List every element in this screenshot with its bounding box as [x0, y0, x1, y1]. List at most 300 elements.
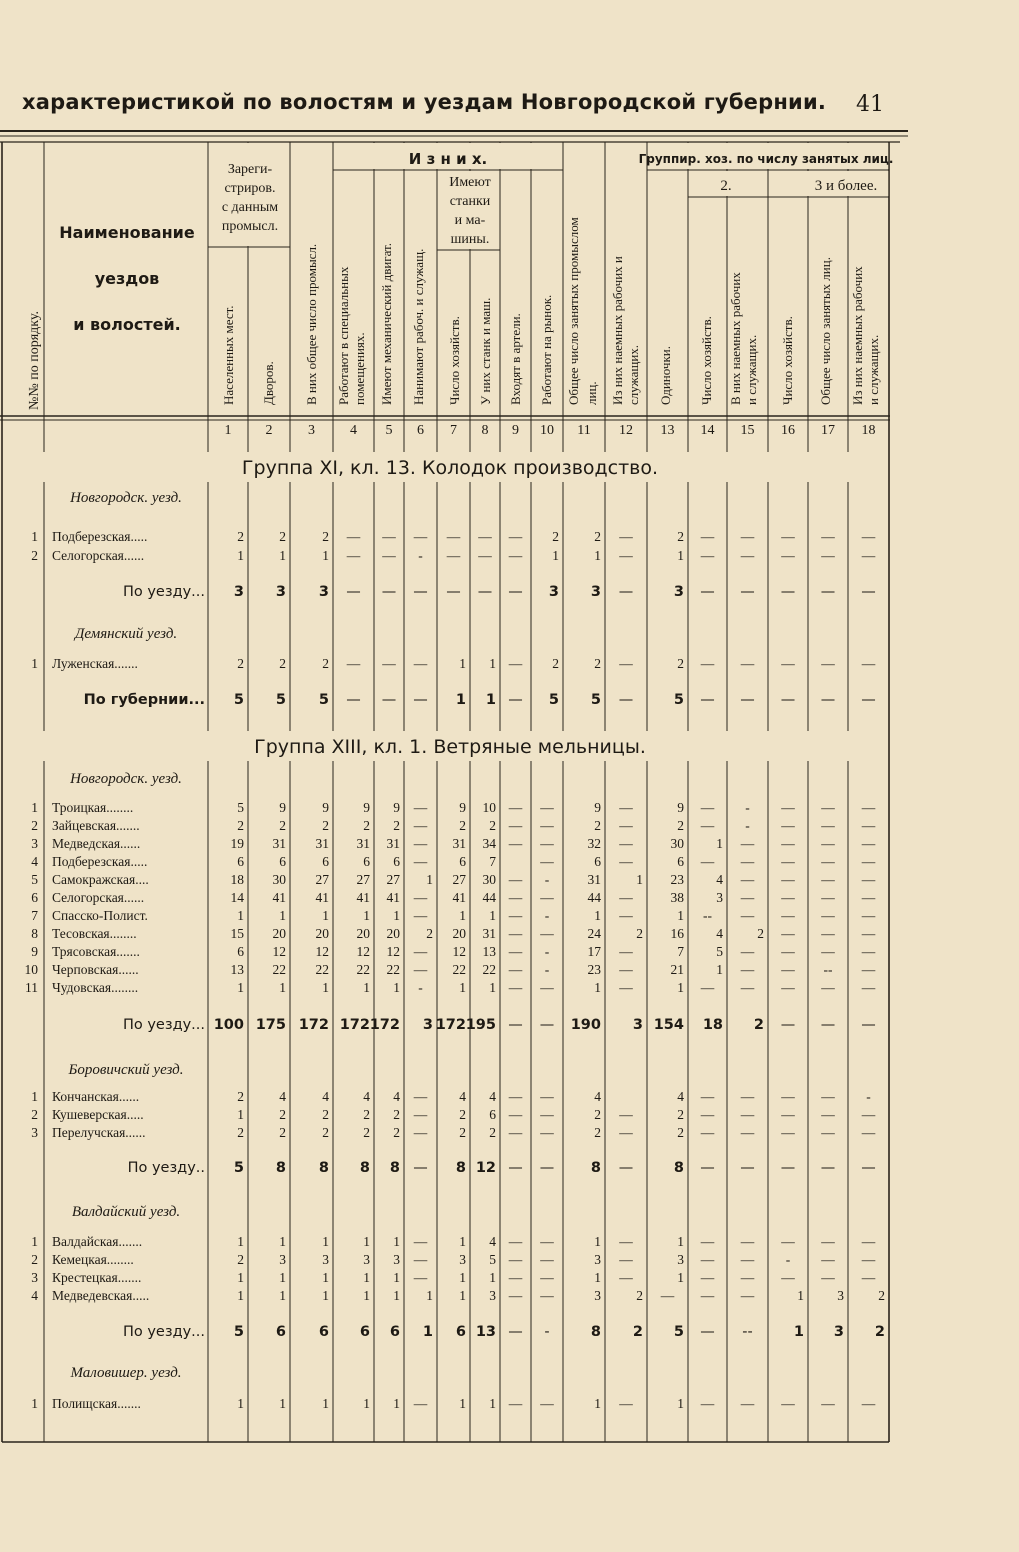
cell-value: —: [821, 1125, 835, 1140]
cell-value: —: [861, 854, 876, 869]
cell-value: 1: [237, 1234, 244, 1249]
cell-value: 2: [594, 1125, 601, 1140]
cell-value: —: [540, 1234, 554, 1249]
column-number: 17: [821, 423, 835, 438]
cell-value: —: [861, 800, 876, 815]
cell-value: 9: [459, 800, 466, 815]
cell-value: —: [619, 944, 633, 959]
group-heading: [3, 731, 888, 761]
cell-value: —: [861, 529, 876, 544]
cell-value: 2: [459, 1107, 466, 1122]
cell-value: 1: [322, 1234, 329, 1249]
cell-value: 1: [594, 1396, 601, 1411]
cell-value: 30: [482, 872, 496, 887]
cell-value: —: [700, 656, 715, 671]
cell-value: 4: [489, 1089, 496, 1104]
cell-value: 2: [237, 1252, 244, 1267]
header-registered-4: промысл.: [221, 219, 279, 234]
cell-value: 22: [356, 962, 370, 977]
cell-value: 2: [636, 1288, 643, 1303]
row-name: Валдайская.......: [52, 1234, 143, 1249]
cell-value: —: [861, 1252, 876, 1267]
cell-value: —: [618, 692, 634, 708]
row-index: 4: [31, 1288, 38, 1303]
cell-value: 2: [322, 656, 329, 671]
cell-value: —: [821, 854, 835, 869]
cell-value: —: [700, 1396, 715, 1411]
column-number: 2: [265, 423, 273, 438]
cell-value: 5: [489, 1252, 496, 1267]
cell-value: 1: [677, 1270, 684, 1285]
cell-value: —: [740, 890, 755, 905]
cell-value: —: [861, 818, 876, 833]
table-row: [31, 836, 876, 851]
cell-value: 4: [363, 1089, 370, 1104]
cell-value: 1: [422, 1324, 433, 1340]
cell-value: --: [742, 1324, 753, 1340]
row-name: Спасско-Полист.: [52, 908, 148, 923]
cell-value: —: [861, 1234, 876, 1249]
row-name: Кемецкая........: [52, 1252, 134, 1267]
row-name: Крестецкая.......: [52, 1270, 142, 1285]
cell-value: —: [740, 529, 755, 544]
cell-value: 1: [322, 908, 329, 923]
cell-value: —: [780, 1017, 796, 1033]
cell-value: —: [820, 584, 836, 600]
cell-value: —: [700, 1288, 715, 1303]
cell-value: —: [381, 584, 397, 600]
cell-value: —: [413, 818, 428, 833]
cell-value: 6: [455, 1324, 466, 1340]
cell-value: —: [700, 800, 715, 815]
cell-value: —: [346, 529, 361, 544]
cell-value: 1: [363, 1234, 370, 1249]
cell-value: —: [821, 548, 835, 563]
cell-value: —: [740, 854, 755, 869]
cell-value: —: [700, 1234, 715, 1249]
cell-value: 2: [489, 1125, 496, 1140]
table-row: [31, 529, 876, 544]
total-row: [84, 692, 876, 708]
uezd-heading: [69, 771, 182, 787]
cell-value: —: [781, 872, 795, 887]
cell-value: —: [413, 692, 428, 708]
header-c6: Нанимают рабоч. и служащ.: [411, 248, 426, 405]
cell-value: —: [821, 872, 835, 887]
cell-value: 4: [489, 1234, 496, 1249]
cell-value: 2: [757, 926, 764, 941]
table-row: [31, 872, 876, 887]
cell-value: 1: [393, 1270, 400, 1285]
cell-value: 18: [702, 1017, 723, 1033]
cell-value: —: [540, 854, 554, 869]
cell-value: —: [700, 584, 715, 600]
uezd-name: Новгородск. уезд.: [70, 771, 182, 787]
cell-value: 2: [594, 818, 601, 833]
uezd-heading: [72, 1204, 180, 1220]
row-name: Чудовская........: [52, 980, 139, 995]
cell-value: —: [861, 584, 876, 600]
cell-value: 4: [322, 1089, 329, 1104]
cell-value: —: [781, 1234, 795, 1249]
cell-value: —: [539, 1017, 555, 1033]
cell-value: 1: [594, 908, 601, 923]
cell-value: —: [821, 1252, 835, 1267]
cell-value: —: [700, 818, 715, 833]
cell-value: —: [821, 1089, 835, 1104]
cell-value: —: [508, 1107, 523, 1122]
column-number: 10: [540, 423, 554, 438]
cell-value: —: [861, 656, 876, 671]
cell-value: 3: [590, 584, 601, 600]
row-index: 2: [31, 1252, 38, 1267]
uezd-heading: [69, 1365, 181, 1381]
cell-value: -: [544, 872, 550, 887]
cell-value: 2: [279, 656, 286, 671]
cell-value: -: [544, 1324, 550, 1340]
cell-value: —: [413, 529, 428, 544]
cell-value: —: [346, 584, 361, 600]
cell-value: 2: [878, 1288, 885, 1303]
cell-value: —: [508, 1252, 523, 1267]
row-index: 1: [31, 529, 38, 544]
cell-value: 2: [677, 656, 684, 671]
cell-value: —: [618, 1160, 634, 1176]
cell-value: 1: [677, 980, 684, 995]
table-row: [31, 1125, 876, 1140]
cell-value: 1: [393, 1288, 400, 1303]
uezd-name: Боровичский уезд.: [68, 1062, 184, 1078]
cell-value: —: [382, 529, 396, 544]
cell-value: —: [619, 656, 633, 671]
cell-value: —: [619, 548, 633, 563]
cell-value: 1: [322, 548, 329, 563]
row-index: 6: [31, 890, 38, 905]
cell-value: —: [413, 1107, 428, 1122]
cell-value: 44: [587, 890, 601, 905]
cell-value: 3: [275, 584, 286, 600]
cell-value: 3: [716, 890, 723, 905]
cell-value: 5: [548, 692, 559, 708]
cell-value: —: [861, 1270, 876, 1285]
header-two: 2.: [720, 178, 732, 194]
cell-value: —: [508, 548, 523, 563]
cell-value: 20: [452, 926, 466, 941]
header-col-index: №№ по порядку.: [27, 311, 42, 410]
cell-value: 13: [475, 1324, 496, 1340]
cell-value: 4: [716, 872, 723, 887]
cell-value: —: [780, 1160, 796, 1176]
cell-value: 4: [459, 1089, 466, 1104]
cell-value: —: [413, 890, 428, 905]
cell-value: 3: [833, 1324, 844, 1340]
table-row: [31, 854, 876, 869]
header-stanki-4: шины.: [450, 232, 490, 247]
cell-value: 5: [233, 1160, 244, 1176]
cell-value: 1: [237, 548, 244, 563]
cell-value: —: [508, 1324, 523, 1340]
cell-value: 2: [677, 1125, 684, 1140]
cell-value: 2: [677, 1107, 684, 1122]
cell-value: —: [413, 656, 428, 671]
cell-value: —: [861, 1107, 876, 1122]
cell-value: 1: [459, 1234, 466, 1249]
cell-value: 2: [237, 529, 244, 544]
cell-value: 44: [482, 890, 496, 905]
cell-value: 1: [489, 980, 496, 995]
cell-value: —: [446, 584, 461, 600]
cell-value: 2: [594, 529, 601, 544]
cell-value: 1: [363, 1270, 370, 1285]
cell-value: —: [740, 548, 755, 563]
column-number: 4: [350, 423, 357, 438]
cell-value: —: [346, 548, 361, 563]
cell-value: 2: [237, 656, 244, 671]
cell-value: 2: [632, 1324, 643, 1340]
cell-value: 8: [318, 1160, 329, 1176]
cell-value: 8: [275, 1160, 286, 1176]
cell-value: 172: [369, 1017, 400, 1033]
cell-value: —: [540, 890, 554, 905]
cell-value: 1: [793, 1324, 804, 1340]
header-c12-line2: служащих.: [626, 344, 641, 405]
cell-value: 5: [590, 692, 601, 708]
header-names-line3: и волостей.: [73, 315, 181, 334]
cell-value: 1: [485, 692, 496, 708]
row-index: 1: [31, 1089, 38, 1104]
cell-value: 23: [587, 962, 601, 977]
row-name: Подберезская.....: [52, 529, 148, 544]
cell-value: —: [540, 1089, 554, 1104]
cell-value: 1: [322, 980, 329, 995]
cell-value: 2: [237, 1089, 244, 1104]
cell-value: 20: [272, 926, 286, 941]
cell-value: 9: [594, 800, 601, 815]
cell-value: 3: [318, 584, 329, 600]
header-registered-2: стриров.: [224, 181, 276, 196]
cell-value: 5: [716, 944, 723, 959]
row-name: Черповская......: [52, 962, 139, 977]
cell-value: 5: [318, 692, 329, 708]
column-numbers: [225, 423, 876, 438]
cell-value: 6: [275, 1324, 286, 1340]
cell-value: 12: [315, 944, 329, 959]
cell-value: —: [619, 818, 633, 833]
cell-value: 8: [590, 1324, 601, 1340]
cell-value: —: [413, 1234, 428, 1249]
row-name: Селогорская......: [52, 890, 145, 905]
cell-value: 17: [587, 944, 601, 959]
cell-value: —: [781, 1270, 795, 1285]
row-index: 1: [31, 1234, 38, 1249]
cell-value: 4: [594, 1089, 601, 1104]
cell-value: —: [508, 584, 523, 600]
total-row: [123, 1017, 876, 1033]
cell-value: 1: [677, 548, 684, 563]
cell-value: 4: [279, 1089, 286, 1104]
cell-value: 9: [677, 800, 684, 815]
cell-value: 6: [393, 854, 400, 869]
cell-value: -: [544, 962, 550, 977]
cell-value: 2: [279, 1125, 286, 1140]
cell-value: 1: [279, 548, 286, 563]
cell-value: 172: [339, 1017, 370, 1033]
cell-value: —: [478, 548, 492, 563]
cell-value: 2: [594, 656, 601, 671]
cell-value: 2: [363, 1107, 370, 1122]
cell-value: 1: [393, 980, 400, 995]
cell-value: 1: [237, 1288, 244, 1303]
cell-value: 10: [482, 800, 496, 815]
table-row: [31, 1288, 885, 1303]
cell-value: --: [823, 962, 833, 977]
cell-value: 3: [422, 1017, 433, 1033]
cell-value: —: [781, 836, 795, 851]
cell-value: —: [619, 890, 633, 905]
header-three: 3 и более.: [814, 178, 878, 194]
cell-value: 3: [459, 1252, 466, 1267]
table-row: [31, 944, 876, 959]
cell-value: 1: [237, 980, 244, 995]
cell-value: —: [861, 980, 876, 995]
cell-value: 41: [272, 890, 286, 905]
cell-value: 1: [279, 1234, 286, 1249]
cell-value: —: [781, 1396, 795, 1411]
column-number: 6: [417, 423, 424, 438]
cell-value: 21: [670, 962, 684, 977]
cell-value: 1: [393, 908, 400, 923]
cell-value: 6: [459, 854, 466, 869]
column-number: 13: [660, 423, 675, 438]
header-c1: Населенных мест.: [221, 305, 236, 405]
cell-value: —: [619, 529, 633, 544]
cell-value: —: [700, 529, 715, 544]
cell-value: —: [508, 529, 523, 544]
cell-value: 5: [673, 692, 684, 708]
header-c11-line2: лиц.: [584, 381, 599, 405]
row-name: Полищская.......: [52, 1396, 141, 1411]
cell-value: 12: [272, 944, 286, 959]
cell-value: 41: [315, 890, 329, 905]
cell-value: —: [413, 1252, 428, 1267]
row-index: 2: [31, 548, 38, 563]
cell-value: 31: [482, 926, 496, 941]
cell-value: 12: [475, 1160, 496, 1176]
table-row: [31, 1270, 876, 1285]
cell-value: —: [508, 800, 523, 815]
column-number: 7: [450, 423, 457, 438]
cell-value: —: [346, 656, 361, 671]
cell-value: 41: [452, 890, 466, 905]
cell-value: —: [700, 1107, 715, 1122]
cell-value: —: [821, 1396, 835, 1411]
cell-value: 1: [237, 908, 244, 923]
header-c2: Дворов.: [261, 361, 276, 405]
cell-value: -: [418, 548, 423, 563]
row-name: По губернии...: [83, 692, 205, 708]
row-name: Подберезская.....: [52, 854, 148, 869]
cell-value: —: [540, 980, 554, 995]
cell-value: —: [508, 1288, 523, 1303]
header-names-line2: уездов: [94, 269, 160, 288]
cell-value: 5: [673, 1324, 684, 1340]
row-name: Перелучская......: [52, 1125, 146, 1140]
cell-value: -: [785, 1252, 791, 1267]
cell-value: —: [478, 529, 492, 544]
cell-value: 1: [459, 1270, 466, 1285]
cell-value: 9: [279, 800, 286, 815]
cell-value: 5: [233, 692, 244, 708]
header-grouping: Группир. хоз. по числу занятых лиц.: [638, 152, 894, 166]
cell-value: —: [382, 656, 396, 671]
cell-value: 2: [874, 1324, 885, 1340]
cell-value: 1: [594, 1234, 601, 1249]
cell-value: 9: [322, 800, 329, 815]
cell-value: 1: [489, 1270, 496, 1285]
header-c10: Работают на рынок.: [539, 294, 554, 405]
cell-value: —: [781, 800, 795, 815]
cell-value: 1: [363, 1288, 370, 1303]
cell-value: —: [821, 800, 835, 815]
cell-value: —: [540, 1252, 554, 1267]
cell-value: 2: [594, 1107, 601, 1122]
cell-value: 6: [677, 854, 684, 869]
column-number: 3: [308, 423, 315, 438]
cell-value: 16: [670, 926, 684, 941]
cell-value: 7: [677, 944, 684, 959]
cell-value: 3: [677, 1252, 684, 1267]
cell-value: 30: [272, 872, 286, 887]
cell-value: 20: [315, 926, 329, 941]
table-row: [31, 1396, 876, 1411]
cell-value: 3: [548, 584, 559, 600]
cell-value: —: [508, 1089, 523, 1104]
table-row: [25, 962, 876, 977]
cell-value: 13: [230, 962, 244, 977]
cell-value: 5: [233, 1324, 244, 1340]
cell-value: 1: [237, 1396, 244, 1411]
cell-value: -: [544, 944, 550, 959]
cell-value: —: [540, 818, 554, 833]
cell-value: 7: [489, 854, 496, 869]
cell-value: 1: [594, 1270, 601, 1285]
table-row: [31, 800, 876, 815]
column-number: 18: [861, 423, 876, 438]
row-name: Зайцевская.......: [52, 818, 140, 833]
cell-value: —: [413, 1125, 428, 1140]
cell-value: —: [821, 656, 835, 671]
cell-value: —: [781, 980, 795, 995]
cell-value: 1: [716, 962, 723, 977]
cell-value: —: [740, 1234, 755, 1249]
cell-value: 2: [363, 818, 370, 833]
cell-value: 20: [386, 926, 400, 941]
column-number: 5: [385, 423, 393, 438]
header-c7: Число хозяйств.: [447, 316, 462, 405]
uezd-name: Маловишер. уезд.: [70, 1365, 182, 1381]
header-c4-line1: Работают в специальных: [336, 266, 351, 405]
cell-value: —: [740, 1107, 755, 1122]
table-row: [25, 980, 876, 995]
cell-value: 4: [393, 1089, 400, 1104]
cell-value: 1: [363, 1396, 370, 1411]
cell-value: —: [508, 692, 523, 708]
cell-value: —: [508, 926, 523, 941]
cell-value: —: [508, 980, 523, 995]
cell-value: 3: [632, 1017, 643, 1033]
cell-value: 8: [590, 1160, 601, 1176]
cell-value: —: [508, 890, 523, 905]
